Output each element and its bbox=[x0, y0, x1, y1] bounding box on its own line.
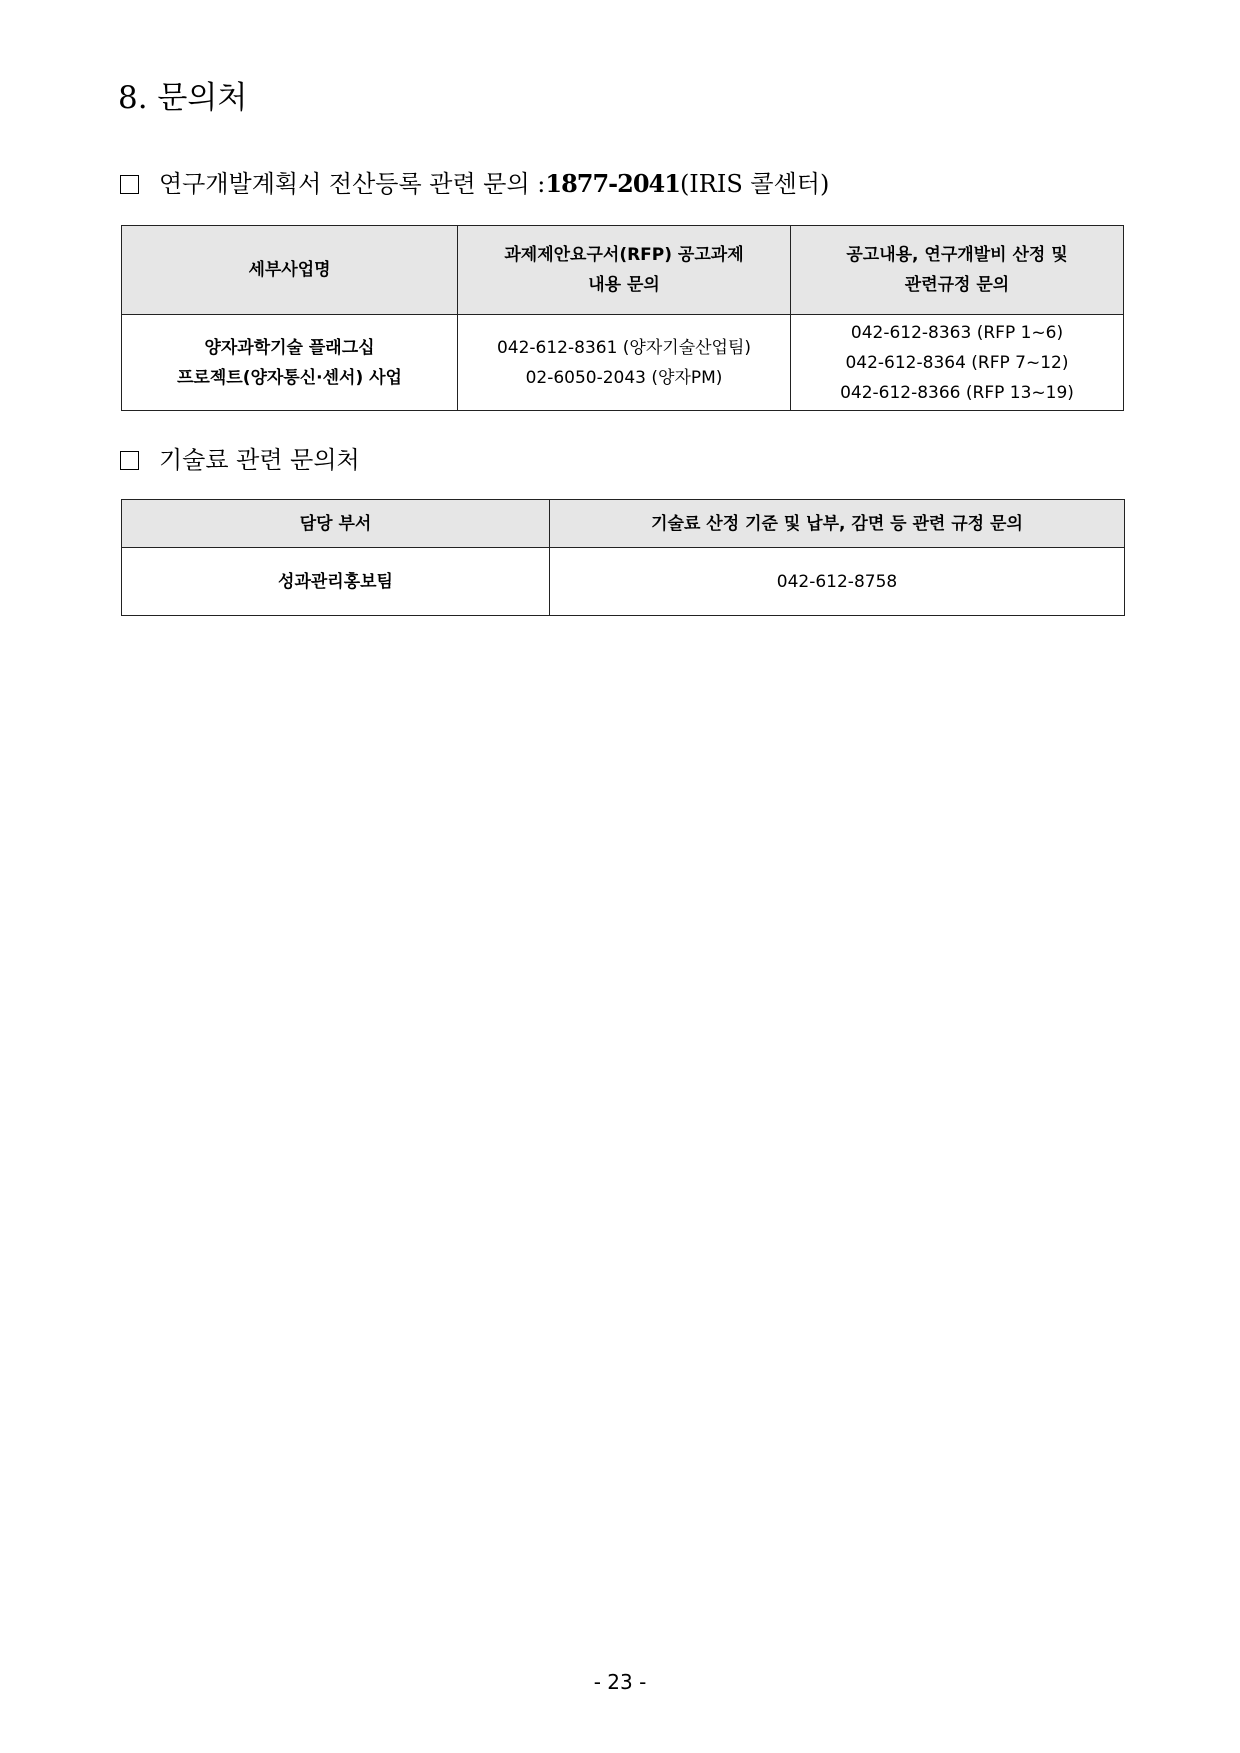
rfp-contact-cell: 042-612-8361 (양자기술산업팀) 02-6050-2043 (양자PM) bbox=[458, 315, 791, 411]
subsection-label: 기술료 관련 문의처 bbox=[159, 446, 360, 474]
call-center-number: 1877-2041 bbox=[545, 169, 680, 198]
header-cell-program: 세부사업명 bbox=[122, 226, 458, 315]
call-center-suffix: (IRIS 콜센터) bbox=[679, 170, 830, 198]
subsection-label: 연구개발계획서 전산등록 관련 문의 : bbox=[159, 170, 546, 198]
royalty-contact-table bbox=[121, 499, 1125, 616]
checkbox-bullet-icon bbox=[120, 175, 139, 194]
subsection-title-iris bbox=[120, 168, 829, 200]
table-header-row bbox=[122, 226, 1124, 315]
iris-contact-table bbox=[121, 225, 1124, 411]
budget-contact-cell: 042-612-8363 (RFP 1~6) 042-612-8364 (RFP 7~12) 042-612-8366 (RFP 13~19) bbox=[791, 315, 1124, 411]
header-cell-rfp: 과제제안요구서(RFP) 공고과제 내용 문의 bbox=[458, 226, 791, 315]
program-name-cell: 양자과학기술 플래그십 프로젝트(양자통신·센서) 사업 bbox=[122, 315, 458, 411]
department-cell: 성과관리홍보팀 bbox=[122, 548, 550, 616]
header-cell-inquiry: 기술료 산정 기준 및 납부, 감면 등 관련 규정 문의 bbox=[550, 500, 1125, 548]
header-cell-department: 담당 부서 bbox=[122, 500, 550, 548]
section-heading: 8. 문의처 bbox=[118, 80, 248, 116]
header-cell-budget: 공고내용, 연구개발비 산정 및 관련규정 문의 bbox=[791, 226, 1124, 315]
table-header-row bbox=[122, 500, 1125, 548]
checkbox-bullet-icon bbox=[120, 451, 139, 470]
phone-cell: 042-612-8758 bbox=[550, 548, 1125, 616]
table-row bbox=[122, 548, 1125, 616]
table-row bbox=[122, 315, 1124, 411]
page-number: - 23 - bbox=[593, 1670, 647, 1694]
subsection-title-royalty bbox=[120, 444, 360, 476]
